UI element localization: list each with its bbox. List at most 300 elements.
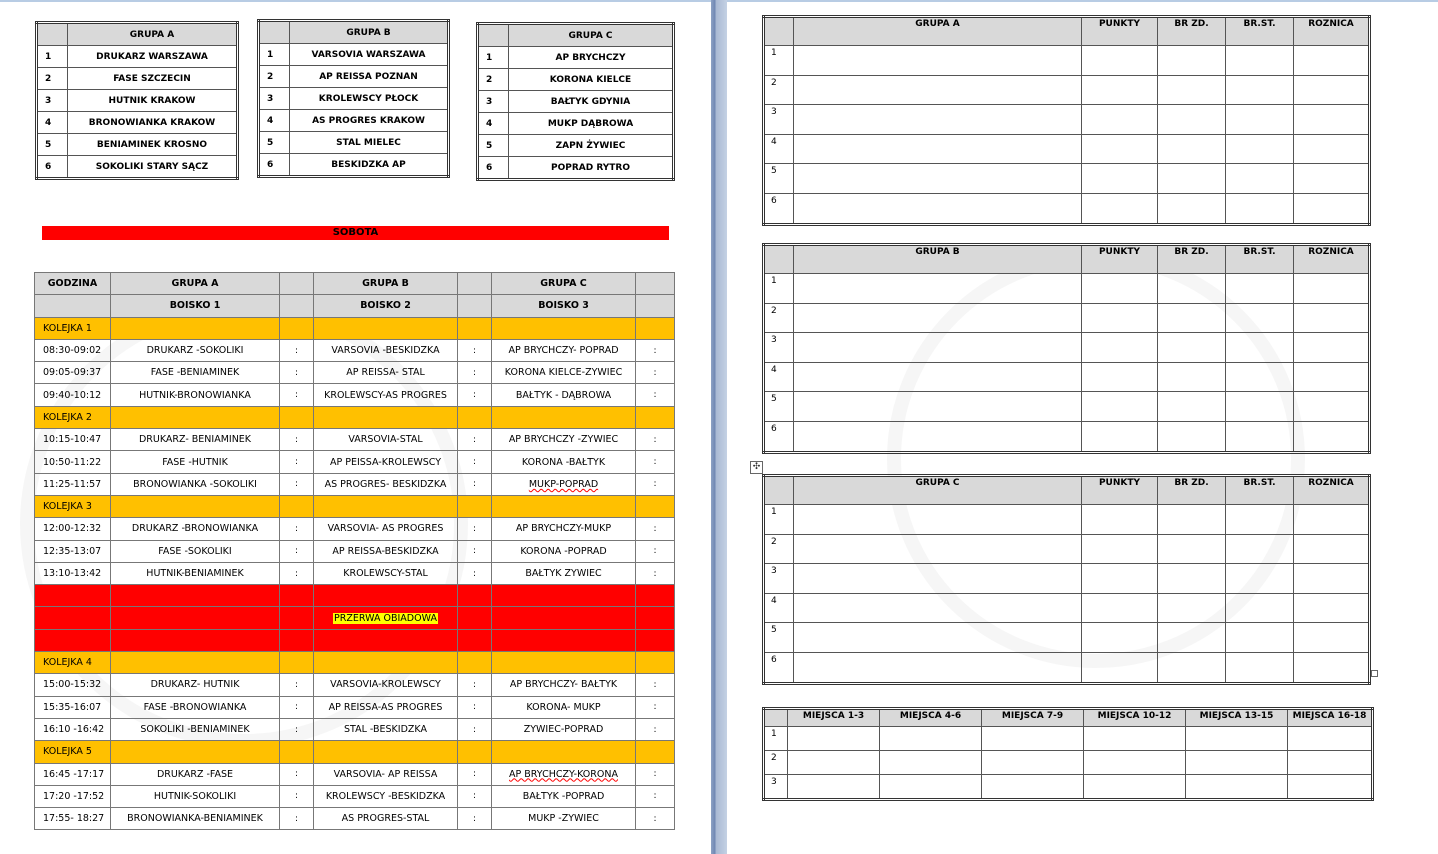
match-pitch-3[interactable]: [492, 718, 636, 740]
team-number: 3: [259, 88, 290, 110]
match-pitch-2[interactable]: AP PEISSA-KROLEWSCY: [314, 451, 458, 473]
goals-for-cell[interactable]: [1158, 505, 1226, 535]
points-cell[interactable]: [1082, 534, 1158, 564]
score-separator[interactable]: :: [636, 429, 675, 451]
column-header-sep: [280, 295, 314, 317]
team-name[interactable]: BRONOWIANKA KRAKOW: [68, 112, 238, 134]
score-separator[interactable]: :: [458, 518, 492, 540]
points-cell[interactable]: [1082, 333, 1158, 363]
team-name[interactable]: BESKIDZKA AP: [290, 154, 449, 177]
goals-against-cell[interactable]: [1226, 505, 1294, 535]
goals-against-cell[interactable]: [1226, 303, 1294, 333]
team-name[interactable]: BENIAMINEK KROSNO: [68, 134, 238, 156]
goals-for-cell[interactable]: [1158, 164, 1226, 194]
break-cell: [280, 585, 314, 607]
round-cell: [636, 652, 675, 674]
goals-for-cell[interactable]: [1158, 534, 1226, 564]
results-header-corner: [764, 476, 794, 505]
score-separator[interactable]: :: [458, 473, 492, 495]
goal-difference-cell[interactable]: [1294, 164, 1370, 194]
places-cell[interactable]: [880, 727, 982, 751]
score-separator[interactable]: :: [280, 674, 314, 696]
score-separator[interactable]: :: [280, 562, 314, 584]
match-pitch-2[interactable]: AP REISSA-BESKIDZKA: [314, 540, 458, 562]
pitch-header-1: BOISKO 1: [111, 295, 280, 317]
match-pitch-3[interactable]: [492, 362, 636, 384]
goal-difference-cell[interactable]: [1294, 652, 1370, 683]
team-cell[interactable]: [794, 623, 1082, 653]
match-pitch-2[interactable]: STAL -BESKIDZKA: [314, 718, 458, 740]
match-time: 13:10-13:42: [35, 562, 111, 584]
goals-against-cell[interactable]: [1226, 623, 1294, 653]
goals-against-cell[interactable]: [1226, 593, 1294, 623]
score-separator[interactable]: :: [636, 518, 675, 540]
match-pitch-3[interactable]: [492, 562, 636, 584]
goals-against-cell[interactable]: [1226, 564, 1294, 594]
score-separator[interactable]: :: [280, 518, 314, 540]
match-pitch-1[interactable]: HUTNIK-BENIAMINEK: [111, 562, 280, 584]
team-name[interactable]: KORONA KIELCE: [509, 69, 674, 91]
points-cell[interactable]: [1082, 392, 1158, 422]
goal-difference-cell[interactable]: [1294, 421, 1370, 452]
resize-handle[interactable]: [1371, 670, 1378, 677]
goal-difference-cell[interactable]: [1294, 534, 1370, 564]
column-header-sep: [280, 273, 314, 295]
team-name[interactable]: FASE SZCZECIN: [68, 68, 238, 90]
team-cell[interactable]: [794, 105, 1082, 135]
column-header-sep: [636, 273, 675, 295]
places-cell[interactable]: [880, 751, 982, 775]
team-number: 6: [37, 156, 68, 179]
match-time: 09:40-10:12: [35, 384, 111, 406]
column-header-goal-difference: ROZNICA: [1294, 245, 1370, 274]
goals-for-cell[interactable]: [1158, 623, 1226, 653]
team-cell[interactable]: [794, 505, 1082, 535]
break-cell: [314, 629, 458, 651]
places-cell[interactable]: [788, 751, 880, 775]
match-row: [35, 718, 675, 740]
score-separator[interactable]: :: [280, 384, 314, 406]
group-table-c: [476, 22, 675, 181]
break-cell: [636, 607, 675, 629]
score-separator[interactable]: :: [280, 763, 314, 785]
row-number: 5: [764, 392, 794, 422]
team-cell[interactable]: [794, 421, 1082, 452]
goals-against-cell[interactable]: [1226, 75, 1294, 105]
goals-against-cell[interactable]: [1226, 193, 1294, 224]
score-separator[interactable]: :: [280, 473, 314, 495]
match-text: AP BRYCHCZY- BAŁTYK: [509, 679, 618, 691]
points-cell[interactable]: [1082, 46, 1158, 76]
points-cell[interactable]: [1082, 623, 1158, 653]
places-cell[interactable]: [1186, 775, 1288, 800]
points-cell[interactable]: [1082, 652, 1158, 683]
group-header-corner: [478, 24, 509, 47]
score-separator[interactable]: :: [636, 451, 675, 473]
score-separator[interactable]: :: [280, 808, 314, 830]
move-anchor-icon[interactable]: ✣: [750, 461, 763, 474]
match-pitch-1[interactable]: HUTNIK-BRONOWIANKA: [111, 384, 280, 406]
goal-difference-cell[interactable]: [1294, 333, 1370, 363]
score-separator[interactable]: :: [636, 696, 675, 718]
team-cell[interactable]: [794, 134, 1082, 164]
team-number: 1: [259, 44, 290, 66]
team-name[interactable]: MUKP DĄBROWA: [509, 113, 674, 135]
places-cell[interactable]: [1084, 751, 1186, 775]
goal-difference-cell[interactable]: [1294, 505, 1370, 535]
places-table: [762, 707, 1374, 801]
match-pitch-3[interactable]: [492, 429, 636, 451]
match-row: [35, 362, 675, 384]
score-separator[interactable]: :: [280, 429, 314, 451]
goals-for-cell[interactable]: [1158, 303, 1226, 333]
team-name[interactable]: AS PROGRES KRAKOW: [290, 110, 449, 132]
team-name[interactable]: ZAPN ŻYWIEC: [509, 135, 674, 157]
score-separator[interactable]: :: [280, 718, 314, 740]
goals-for-cell[interactable]: [1158, 652, 1226, 683]
goal-difference-cell[interactable]: [1294, 193, 1370, 224]
team-cell[interactable]: [794, 392, 1082, 422]
team-cell[interactable]: [794, 164, 1082, 194]
places-cell[interactable]: [1288, 751, 1373, 775]
match-text: AP BRYCHCZY -ZYWIEC: [508, 434, 619, 446]
team-number: 1: [37, 46, 68, 68]
team-row: [37, 90, 238, 112]
points-cell[interactable]: [1082, 303, 1158, 333]
match-pitch-2[interactable]: AP REISSA-AS PROGRES: [314, 696, 458, 718]
goals-for-cell[interactable]: [1158, 392, 1226, 422]
match-pitch-3[interactable]: [492, 763, 636, 785]
score-separator[interactable]: :: [458, 362, 492, 384]
break-cell: [636, 629, 675, 651]
break-cell: [314, 607, 458, 629]
goals-against-cell[interactable]: [1226, 164, 1294, 194]
team-name[interactable]: BAŁTYK GDYNIA: [509, 91, 674, 113]
team-cell[interactable]: [794, 193, 1082, 224]
score-separator[interactable]: :: [636, 718, 675, 740]
goals-against-cell[interactable]: [1226, 333, 1294, 363]
match-pitch-2[interactable]: AS PROGRES-STAL: [314, 808, 458, 830]
round-cell: [458, 317, 492, 339]
group-table-a: [35, 21, 239, 180]
match-pitch-2[interactable]: VARSOVIA- AP REISSA: [314, 763, 458, 785]
score-separator[interactable]: :: [636, 384, 675, 406]
match-pitch-1[interactable]: DRUKARZ -FASE: [111, 763, 280, 785]
places-cell[interactable]: [1288, 775, 1373, 800]
points-cell[interactable]: [1082, 564, 1158, 594]
goals-for-cell[interactable]: [1158, 75, 1226, 105]
points-cell[interactable]: [1082, 134, 1158, 164]
team-name[interactable]: AP BRYCHCZY: [509, 47, 674, 69]
score-separator[interactable]: :: [636, 540, 675, 562]
match-pitch-2[interactable]: VARSOVIA-STAL: [314, 429, 458, 451]
match-row: [35, 451, 675, 473]
match-pitch-1[interactable]: FASE -BRONOWIANKA: [111, 696, 280, 718]
match-text: MUKP -ZYWIEC: [528, 813, 599, 825]
team-row: [37, 68, 238, 90]
results-row: [764, 46, 1370, 76]
score-separator[interactable]: :: [458, 785, 492, 807]
team-cell[interactable]: [794, 303, 1082, 333]
points-cell[interactable]: [1082, 593, 1158, 623]
match-pitch-3[interactable]: [492, 674, 636, 696]
goals-against-cell[interactable]: [1226, 274, 1294, 304]
goal-difference-cell[interactable]: [1294, 392, 1370, 422]
goals-against-cell[interactable]: [1226, 362, 1294, 392]
points-cell[interactable]: [1082, 164, 1158, 194]
score-separator[interactable]: :: [458, 339, 492, 361]
places-cell[interactable]: [1084, 775, 1186, 800]
team-cell[interactable]: [794, 46, 1082, 76]
points-cell[interactable]: [1082, 75, 1158, 105]
match-pitch-1[interactable]: DRUKARZ -BRONOWIANKA: [111, 518, 280, 540]
match-pitch-1[interactable]: FASE -SOKOLIKI: [111, 540, 280, 562]
team-row: [37, 46, 238, 68]
match-pitch-1[interactable]: FASE -BENIAMINEK: [111, 362, 280, 384]
score-separator[interactable]: :: [458, 384, 492, 406]
goals-against-cell[interactable]: [1226, 652, 1294, 683]
team-name[interactable]: DRUKARZ WARSZAWA: [68, 46, 238, 68]
team-cell[interactable]: [794, 593, 1082, 623]
team-cell[interactable]: [794, 652, 1082, 683]
match-time: 15:35-16:07: [35, 696, 111, 718]
team-cell[interactable]: [794, 75, 1082, 105]
round-cell: [492, 495, 636, 517]
row-number: 1: [764, 274, 794, 304]
points-cell[interactable]: [1082, 421, 1158, 452]
goals-against-cell[interactable]: [1226, 392, 1294, 422]
goal-difference-cell[interactable]: [1294, 303, 1370, 333]
goals-for-cell[interactable]: [1158, 564, 1226, 594]
score-separator[interactable]: :: [280, 540, 314, 562]
round-cell: [280, 741, 314, 763]
match-pitch-1[interactable]: DRUKARZ- HUTNIK: [111, 674, 280, 696]
row-number: 6: [764, 193, 794, 224]
team-row: [478, 157, 674, 180]
places-cell[interactable]: [982, 751, 1084, 775]
match-pitch-2[interactable]: AP REISSA- STAL: [314, 362, 458, 384]
column-header-goals-for: BR ZD.: [1158, 17, 1226, 46]
goals-for-cell[interactable]: [1158, 593, 1226, 623]
match-row: [35, 562, 675, 584]
match-time: 16:45 -17:17: [35, 763, 111, 785]
goals-against-cell[interactable]: [1226, 46, 1294, 76]
match-pitch-1[interactable]: DRUKARZ- BENIAMINEK: [111, 429, 280, 451]
round-label: KOLEJKA 1: [35, 317, 111, 339]
points-cell[interactable]: [1082, 505, 1158, 535]
team-row: [259, 88, 449, 110]
goals-for-cell[interactable]: [1158, 46, 1226, 76]
team-cell[interactable]: [794, 333, 1082, 363]
goal-difference-cell[interactable]: [1294, 593, 1370, 623]
team-number: 5: [37, 134, 68, 156]
score-separator[interactable]: :: [280, 362, 314, 384]
goals-for-cell[interactable]: [1158, 274, 1226, 304]
places-cell[interactable]: [880, 775, 982, 800]
match-pitch-1[interactable]: FASE -HUTNIK: [111, 451, 280, 473]
goal-difference-cell[interactable]: [1294, 564, 1370, 594]
column-header-points: PUNKTY: [1082, 476, 1158, 505]
team-name[interactable]: HUTNIK KRAKOW: [68, 90, 238, 112]
goals-against-cell[interactable]: [1226, 534, 1294, 564]
score-separator[interactable]: :: [280, 785, 314, 807]
score-separator[interactable]: :: [458, 674, 492, 696]
column-header-sep: [636, 295, 675, 317]
score-separator[interactable]: :: [458, 696, 492, 718]
match-pitch-2[interactable]: AS PROGRES- BESKIDZKA: [314, 473, 458, 495]
goals-against-cell[interactable]: [1226, 134, 1294, 164]
match-pitch-3[interactable]: [492, 808, 636, 830]
row-number: 2: [764, 303, 794, 333]
break-cell: [111, 629, 280, 651]
goals-for-cell[interactable]: [1158, 105, 1226, 135]
score-separator[interactable]: :: [636, 362, 675, 384]
places-cell[interactable]: [788, 775, 880, 800]
points-cell[interactable]: [1082, 362, 1158, 392]
team-name[interactable]: STAL MIELEC: [290, 132, 449, 154]
score-separator[interactable]: :: [280, 451, 314, 473]
match-time: 10:15-10:47: [35, 429, 111, 451]
team-cell[interactable]: [794, 274, 1082, 304]
team-name[interactable]: KROLEWSCY PŁOCK: [290, 88, 449, 110]
match-pitch-2[interactable]: VARSOVIA- AS PROGRES: [314, 518, 458, 540]
score-separator[interactable]: :: [636, 785, 675, 807]
team-number: 3: [478, 91, 509, 113]
group-header-corner: [37, 23, 68, 46]
goal-difference-cell[interactable]: [1294, 362, 1370, 392]
break-cell: [35, 607, 111, 629]
match-pitch-1[interactable]: BRONOWIANKA-BENIAMINEK: [111, 808, 280, 830]
match-text: KORONA KIELCE-ZYWIEC: [504, 367, 623, 379]
match-time: 16:10 -16:42: [35, 718, 111, 740]
places-cell[interactable]: [1186, 751, 1288, 775]
points-cell[interactable]: [1082, 105, 1158, 135]
row-number: 2: [764, 751, 788, 775]
team-name[interactable]: VARSOVIA WARSZAWA: [290, 44, 449, 66]
goal-difference-cell[interactable]: [1294, 105, 1370, 135]
score-separator[interactable]: :: [636, 562, 675, 584]
team-row: [259, 66, 449, 88]
places-cell[interactable]: [982, 775, 1084, 800]
score-separator[interactable]: :: [280, 339, 314, 361]
score-separator[interactable]: :: [280, 696, 314, 718]
score-separator[interactable]: :: [458, 763, 492, 785]
match-pitch-2[interactable]: VARSOVIA-KROLEWSCY: [314, 674, 458, 696]
places-cell[interactable]: [1288, 727, 1373, 751]
match-time: 17:55- 18:27: [35, 808, 111, 830]
team-cell[interactable]: [794, 534, 1082, 564]
match-pitch-1[interactable]: BRONOWIANKA -SOKOLIKI: [111, 473, 280, 495]
round-cell: [280, 495, 314, 517]
score-separator[interactable]: :: [636, 674, 675, 696]
column-header-blank: [35, 295, 111, 317]
places-cell[interactable]: [1186, 727, 1288, 751]
match-pitch-1[interactable]: SOKOLIKI -BENIAMINEK: [111, 718, 280, 740]
score-separator[interactable]: :: [458, 540, 492, 562]
match-time: 11:25-11:57: [35, 473, 111, 495]
match-pitch-3[interactable]: [492, 451, 636, 473]
score-separator[interactable]: :: [458, 429, 492, 451]
goals-for-cell[interactable]: [1158, 362, 1226, 392]
score-separator[interactable]: :: [636, 808, 675, 830]
match-pitch-2[interactable]: KROLEWSCY -BESKIDZKA: [314, 785, 458, 807]
places-cell[interactable]: [982, 727, 1084, 751]
round-cell: [636, 317, 675, 339]
score-separator[interactable]: :: [636, 339, 675, 361]
score-separator[interactable]: :: [458, 451, 492, 473]
lunch-break-row: [35, 607, 675, 629]
places-cell[interactable]: [1084, 727, 1186, 751]
round-cell: [314, 652, 458, 674]
goals-for-cell[interactable]: [1158, 193, 1226, 224]
break-cell: [458, 607, 492, 629]
results-row: [764, 505, 1370, 535]
column-header-goal-difference: ROZNICA: [1294, 17, 1370, 46]
match-pitch-3[interactable]: [492, 696, 636, 718]
score-separator[interactable]: :: [458, 718, 492, 740]
goals-against-cell[interactable]: [1226, 105, 1294, 135]
goal-difference-cell[interactable]: [1294, 134, 1370, 164]
goal-difference-cell[interactable]: [1294, 274, 1370, 304]
row-number: 1: [764, 46, 794, 76]
goals-against-cell[interactable]: [1226, 421, 1294, 452]
goals-for-cell[interactable]: [1158, 134, 1226, 164]
points-cell[interactable]: [1082, 274, 1158, 304]
match-pitch-2[interactable]: KROLEWSCY-AS PROGRES: [314, 384, 458, 406]
row-number: 5: [764, 164, 794, 194]
results-row: [764, 623, 1370, 653]
places-column-header: MIEJSCA 16-18: [1288, 709, 1373, 727]
goals-for-cell[interactable]: [1158, 421, 1226, 452]
match-pitch-2[interactable]: KROLEWSCY-STAL: [314, 562, 458, 584]
match-pitch-3[interactable]: [492, 518, 636, 540]
lunch-break-label: PRZERWA OBIADOWA: [334, 612, 437, 624]
team-name[interactable]: AP REISSA POZNAN: [290, 66, 449, 88]
team-cell[interactable]: [794, 564, 1082, 594]
break-cell: [636, 585, 675, 607]
team-name[interactable]: SOKOLIKI STARY SĄCZ: [68, 156, 238, 179]
goal-difference-cell[interactable]: [1294, 46, 1370, 76]
match-pitch-1[interactable]: HUTNIK-SOKOLIKI: [111, 785, 280, 807]
team-name[interactable]: POPRAD RYTRO: [509, 157, 674, 180]
score-separator[interactable]: :: [458, 562, 492, 584]
score-separator[interactable]: :: [458, 808, 492, 830]
goal-difference-cell[interactable]: [1294, 75, 1370, 105]
break-cell: [35, 585, 111, 607]
match-pitch-3[interactable]: [492, 785, 636, 807]
row-number: 4: [764, 362, 794, 392]
match-pitch-1[interactable]: DRUKARZ -SOKOLIKI: [111, 339, 280, 361]
match-pitch-3[interactable]: [492, 540, 636, 562]
points-cell[interactable]: [1082, 193, 1158, 224]
match-pitch-3[interactable]: [492, 339, 636, 361]
match-text: BAŁTYK - DĄBROWA: [515, 389, 612, 401]
round-cell: [636, 741, 675, 763]
team-cell[interactable]: [794, 362, 1082, 392]
goals-for-cell[interactable]: [1158, 333, 1226, 363]
places-cell[interactable]: [788, 727, 880, 751]
column-header-goals-against: BR.ST.: [1226, 17, 1294, 46]
match-pitch-2[interactable]: VARSOVIA -BESKIDZKA: [314, 339, 458, 361]
match-text: AP BRYCHCZY- POPRAD: [508, 345, 619, 357]
goal-difference-cell[interactable]: [1294, 623, 1370, 653]
match-row: [35, 429, 675, 451]
match-pitch-3[interactable]: [492, 473, 636, 495]
score-separator[interactable]: :: [636, 763, 675, 785]
places-column-header: MIEJSCA 13-15: [1186, 709, 1288, 727]
score-separator[interactable]: :: [636, 473, 675, 495]
match-pitch-3[interactable]: [492, 384, 636, 406]
